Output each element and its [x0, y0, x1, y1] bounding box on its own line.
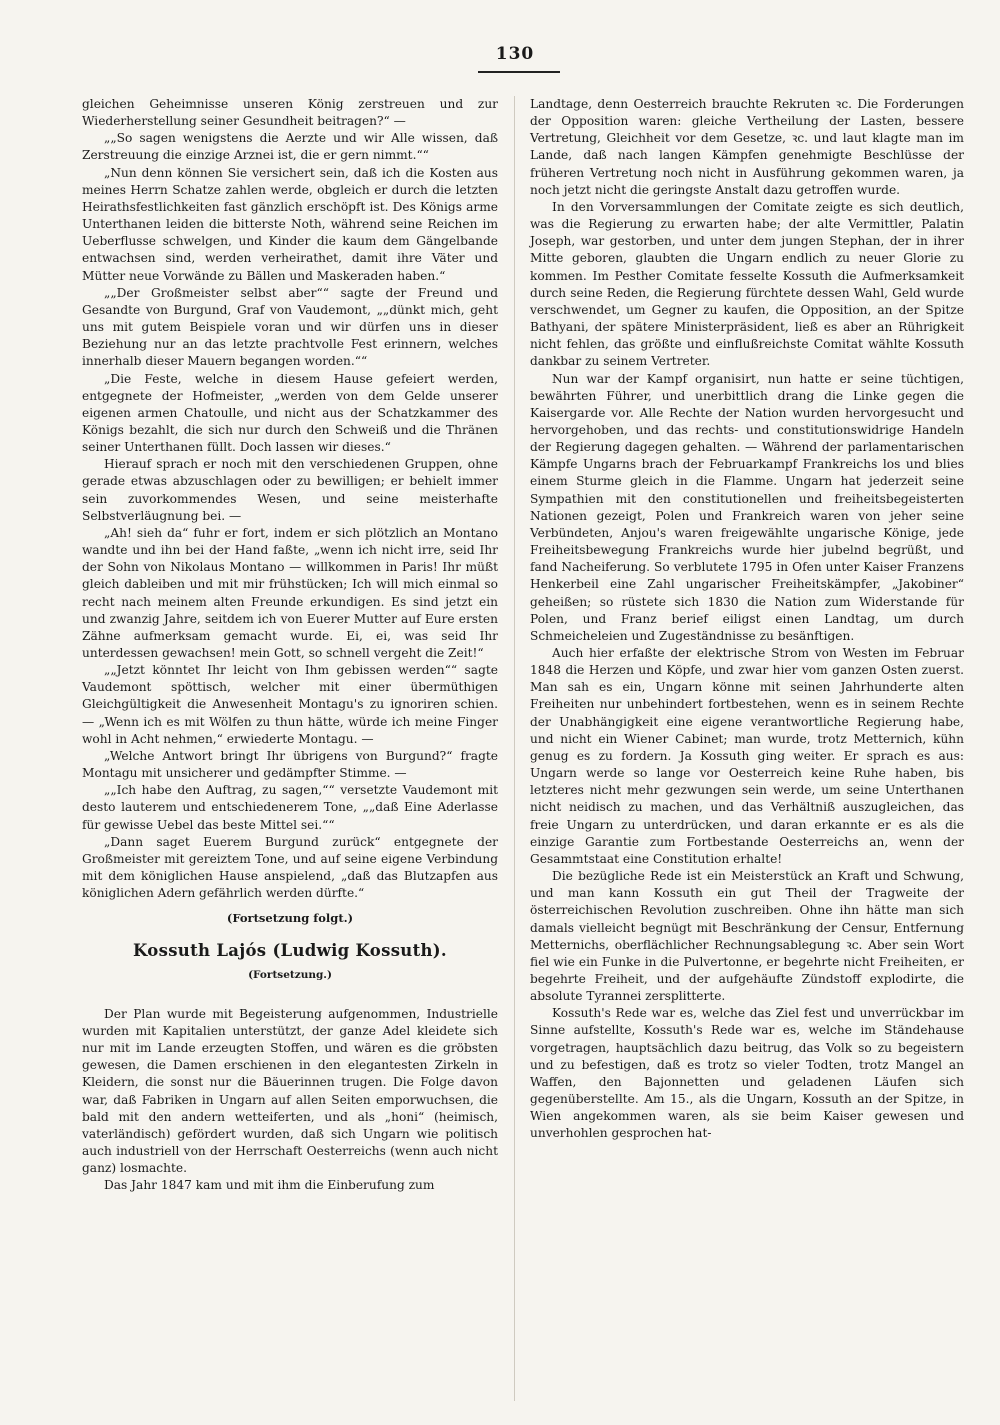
story-continuation [82, 96, 498, 902]
paragraph: „Dann saget Euerem Burgund zurück“ entgegnete der Großmeister mit gereiztem Tone, und auf seine eigene Verbindung mit dem königlichen Hause anspielend, „daß das Blutzapfen aus königlichen Adern gefährlich werden dürfte.“ [82, 834, 498, 901]
paragraph: Das Jahr 1847 kam und mit ihm die Einberufung zum [104, 1178, 435, 1193]
article-body-continued [530, 96, 964, 1143]
paragraph: „Die Feste, welche in diesem Hause gefeiert werden, entgegnete der Hofmeister, „werden von dem Gelde unserer eigenen armen Chatoulle, und nicht aus der Schatzkammer des Königs bezahlt, die sich nur durch den Schweiß und die Thränen seiner Unterthanen füllt. Doch lassen wir dieses.“ [82, 371, 498, 455]
paragraph: gleichen Geheimnisse unseren König zerstreuen und zur Wiederherstellung seiner Gesundheit beitragen?“ — [82, 97, 498, 129]
paragraph: Hierauf sprach er noch mit den verschiedenen Gruppen, ohne gerade etwas abzuschlagen oder zu bewilligen; er behielt immer sein zuvorkommendes Wesen, und seine meisterhafte Selbstverläugnung bei. — [82, 457, 498, 523]
article-body-start [82, 1006, 498, 1195]
paragraph: Kossuth's Rede war es, welche das Ziel fest und unverrückbar im Sinne aufstellte, Kossuth's Rede war es, welche im Ständehause vorgetragen, hauptsächlich dazu beitrug, das Volk so zu begeistern und zu befestigen, daß es trotz so vieler Todten, trotz Mangel an Waffen, den Bajonnetten und geladenen Läufen sich gegenüberstellte. Am 15., als die Ungarn, Kossuth an der Spitze, in Wien angekommen waren, als sie beim Kaiser gewesen und unverhohlen gesprochen hat- [530, 1006, 964, 1141]
article-subtitle: (Fortsetzung.) [248, 968, 332, 981]
paragraph: „„Jetzt könntet Ihr leicht von Ihm gebissen werden““ sagte Vaudemont spöttisch, welcher mit einer übermüthigen Gleichgültigkeit die Anwesenheit Montagu's zu ignoriren schien. — „Wenn ich es mit Wölfen zu thun hätte, würde ich meine Finger wohl in Acht nehmen,“ erwiederte Montagu. — [82, 663, 498, 746]
column-divider [514, 96, 515, 1401]
paragraph: Auch hier erfaßte der elektrische Strom von Westen im Februar 1848 die Herzen und Köpfe, und zwar hier vom ganzen Osten zuerst. Man sah es ein, Ungarn könne mit seinen Jahrhunderte alten Freiheiten nur unbehindert fortbestehen, wenn es in seinem Rechte der Unabhängigkeit eine eigene verantwortliche Regierung habe, und nicht ein Wiener Cabinet; man wurde, trotz Metternich, kühn genug es zu fordern. Ja Kossuth ging weiter. Er sprach es aus: Ungarn werde so lange vor Oesterreich keine Ruhe haben, bis letzteres nicht mehr gezwungen sein werde, um seine Unterthanen nicht neidisch zu machen, und das Verhältniß auszugleichen, das freie Ungarn zu unterdrücken, und daran erkannte er es als die einzige Garantie zum Fortbestande Oesterreichs an, wenn der Gesammtstaat eine Constitution erhalte! [530, 646, 964, 866]
paragraph: „Nun denn können Sie versichert sein, daß ich die Kosten aus meines Herrn Schatze zahlen werde, obgleich er durch die letzten Heirathsfestlichkeiten fast gänzlich erschöpft ist. Des Königs arme Unterthanen leiden die bitterste Noth, während seine Reichen im Ueberflusse schwelgen, und Kinder die kaum dem Gängelbande entwachsen sind, werden verheirathet, damit ihre Väter und Mütter neue Vorwände zu Bällen und Maskeraden haben.“ [82, 165, 498, 283]
paragraph: „„Ich habe den Auftrag, zu sagen,““ versetzte Vaudemont mit desto lauterem und entschiedenerem Tone, „„daß Eine Aderlasse für gewisse Uebel das beste Mittel sei.““ [82, 783, 498, 832]
paragraph: Nun war der Kampf organisirt, nun hatte er seine tüchtigen, bewährten Führer, und unerbittlich drang die Linke gegen die Kaisergarde vor. Alle Rechte der Nation wurden hervorgesucht und hervorgehoben, und das rechts- und constitutionswidrige Handeln der Regierung dagegen gehalten. — Während der parlamentarischen Kämpfe Ungarns brach der Februarkampf Frankreichs los und blies einem Sturme gleich in die Flamme. Ungarn hat jederzeit seine Sympathien mit den constitutionellen und freiheitsbegeisterten Nationen gezeigt, Polen und Frankreich waren von jeher seine Verbündeten, Anjou's waren freigewählte ungarische Könige, jede Freiheitsbewegung Frankreichs wurde hier jubelnd begrüßt, und fand Nacheiferung. So verblutete 1795 in Ofen unter Kaiser Franzens Henkerbeil eine Zahl ungarischer Freiheitskämpfer, „Jakobiner“ geheißen; so rüstete sich 1830 die Nation zum Widerstande für Polen, und Franz berief eiligst einen Landtag, um durch Schmeicheleien und Zugeständnisse zu besänftigen. [530, 371, 964, 643]
left-column [82, 96, 498, 1195]
right-column [530, 96, 964, 1143]
paragraph: „Welche Antwort bringt Ihr übrigens von Burgund?“ fragte Montagu mit unsicherer und gedämpfter Stimme. — [82, 748, 498, 781]
paragraph: Landtage, denn Oesterreich brauchte Rekruten ꝛc. Die Forderungen der Opposition waren: gleiche Vertheilung der Lasten, bessere Vertretung, Gleichheit vor dem Gesetze, ꝛc. und laut klagte man im Lande, daß nach langen Kämpfen genehmigte Beschlüsse der früheren Vertretung noch nicht in Ausführung gekommen waren, ja noch jetzt nicht die geringste Anstalt dazu getroffen wurde. [530, 97, 964, 197]
page-number-rule [478, 71, 560, 73]
paragraph: In den Vorversammlungen der Comitate zeigte es sich deutlich, was die Regierung zu erwarten habe; der alte Vermittler, Palatin Joseph, war gestorben, und unter dem jungen Stephan, der in ihrer Mitte geboren, glaubten die Ungarn endlich zu neuer Glorie zu kommen. Im Pesther Comitate fesselte Kossuth die Aufmerksamkeit durch seine Reden, die Regierung fürchtete dessen Wahl, Geld wurde verschwendet, um Gegner zu kaufen, die Opposition, an der Spitze Bathyani, der spätere Ministerpräsident, ließ es aber an Rührigkeit nicht fehlen, das größte und einflußreichste Comitat wählte Kossuth dankbar zu seinem Vertreter. [530, 199, 964, 369]
paragraph: „„Der Großmeister selbst aber““ sagte der Freund und Gesandte von Burgund, Graf von Vaudemont, „„dünkt mich, geht uns mit gutem Beispiele voran und wir dürfen uns in dieser Beziehung nur an das letzte prachtvolle Fest erinnern, welches innerhalb dieser Mauern begangen worden.““ [82, 285, 498, 369]
paragraph: „Ah! sieh da“ fuhr er fort, indem er sich plötzlich an Montano wandte und ihn bei der Hand faßte, „wenn ich nicht irre, seid Ihr der Sohn von Nikolaus Montano — willkommen in Paris! Ihr müßt gleich dableiben und mit mir frühstücken; Ich will mich einmal so recht nach meinem alten Freunde erkundigen. Es sind jetzt ein und zwanzig Jahre, seitdem ich von Euerer Mutter auf Eure ersten Zähne aufmerksam gemacht wurde. Ei, ei, was seid Ihr unterdessen gewachsen! mein Gott, so schnell vergeht die Zeit!“ [82, 525, 498, 660]
paragraph: Die bezügliche Rede ist ein Meisterstück an Kraft und Schwung, und man kann Kossuth ein gut Theil der Tragweite der österreichischen Revolution zuschreiben. Ohne ihn hätte man sich damals vielleicht begnügt mit Beschränkung der Censur, Entfernung Metternichs, oberflächlicher Rechnungsablegung ꝛc. Aber sein Wort fiel wie ein Funke in die Pulvertonne, er begehrte nicht Freiheiten, er begehrte Freiheit, und der aufgehäufte Zündstoff explodirte, die absolute Tyrannei zersplitterte. [530, 869, 964, 1004]
paragraph: Der Plan wurde mit Begeisterung aufgenommen, Industrielle wurden mit Kapitalien unterstützt, der ganze Adel kleidete sich nur mit im Lande erzeugten Stoffen, und wären es die gröbsten gewesen, die Damen erschienen in den elegantesten Zirkeln in Kleidern, die sonst nur die Bäuerinnen trugen. Die Folge davon war, daß Fabriken in Ungarn auf allen Seiten emporwuchsen, die bald mit den andern wetteiferten, und als „honi“ (heimisch, vaterländisch) gefördert wurden, daß sich Ungarn wie politisch auch industriell von der Herrschaft Oesterreichs (wenn auch nicht ganz) losmachte. [82, 1006, 498, 1176]
article-title: Kossuth Lajós (Ludwig Kossuth). [133, 940, 447, 960]
continuation-note: (Fortsetzung folgt.) [226, 911, 354, 926]
paragraph: „„So sagen wenigstens die Aerzte und wir Alle wissen, daß Zerstreuung die einzige Arznei ist, die er gern nimmt.““ [82, 131, 498, 163]
page-number: 130 [495, 44, 535, 64]
